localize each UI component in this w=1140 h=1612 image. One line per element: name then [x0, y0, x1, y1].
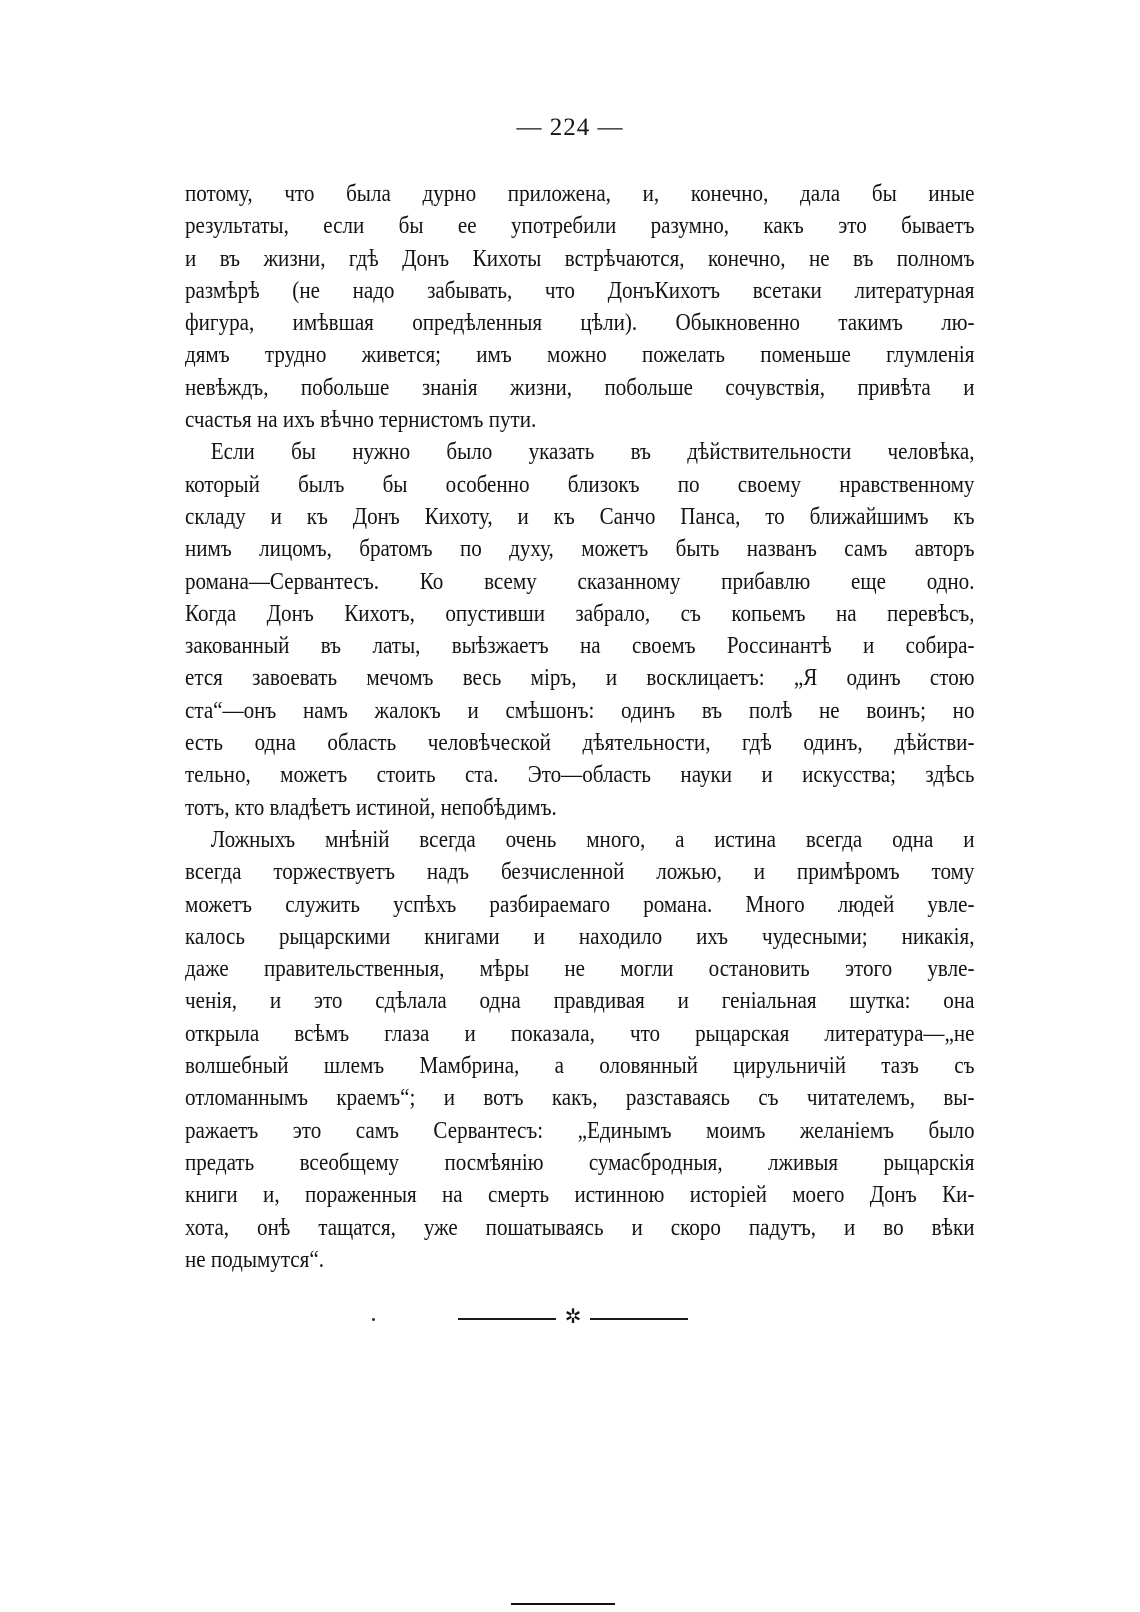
text-line: ста“—онъ намъ жалокъ и смѣшонъ: одинъ въ полѣ не воинъ; но	[185, 696, 975, 724]
text-line: всегда торжествуетъ надъ безчисленной ложью, и примѣромъ тому	[185, 858, 975, 886]
text-line: предать всеобщему посмѣянію сумасбродныя, лживыя рыцарскія	[185, 1148, 975, 1176]
text-line: книги и, пораженныя на смерть истинною исторіей моего Донъ Ки-	[185, 1181, 975, 1209]
text-line: невѣждъ, побольше знанія жизни, побольше сочувствія, привѣта и	[185, 373, 975, 401]
text-line: есть одна область человѣческой дѣятельности, гдѣ одинъ, дѣйстви-	[185, 729, 975, 757]
text-line: не подымутся“.	[185, 1245, 324, 1273]
page-number: — 224 —	[516, 114, 624, 141]
paragraph	[185, 178, 975, 436]
text-line: нимъ лицомъ, братомъ по духу, можетъ быть названъ самъ авторъ	[185, 535, 975, 563]
paragraph	[185, 824, 975, 1276]
text-line: размѣрѣ (не надо забывать, что ДонъКихотъ всетаки литературная	[185, 276, 975, 304]
section-end-ornament	[458, 1307, 688, 1327]
text-line: тельно, можетъ стоить ста. Это—область науки и искусства; здѣсь	[185, 761, 975, 789]
fleuron-ornament-icon: ✲	[564, 1306, 582, 1328]
paragraph	[185, 436, 975, 824]
text-line: волшебный шлемъ Мамбрина, а оловянный цирульничій тазъ съ	[185, 1052, 975, 1080]
print-speck	[372, 1318, 375, 1321]
text-line: складу и къ Донъ Кихоту, и къ Санчо Панса, то ближайшимъ къ	[185, 502, 975, 530]
text-line: тотъ, кто владѣетъ истиной, непобѣдимъ.	[185, 793, 557, 821]
text-line: Если бы нужно было указать въ дѣйствительности человѣка,	[210, 438, 975, 466]
text-line: который былъ бы особенно близокъ по своему нравственному	[185, 470, 975, 498]
ornament-rule-left	[458, 1318, 556, 1320]
text-line: хота, онѣ тащатся, уже пошатываясь и скоро падутъ, и во вѣки	[185, 1213, 975, 1241]
text-line: калось рыцарскими книгами и находило ихъ чудесными; никакія,	[185, 922, 975, 950]
text-line: дямъ трудно живется; имъ можно пожелать поменьше глумленія	[185, 341, 975, 369]
text-line: Когда Донъ Кихотъ, опустивши забрало, съ копьемъ на перевѣсъ,	[185, 599, 975, 627]
text-line: романа—Сервантесъ. Ко всему сказанному прибавлю еще одно.	[185, 567, 975, 595]
text-line: результаты, если бы ее употребили разумно, какъ это бываетъ	[185, 212, 975, 240]
text-line: ражаетъ это самъ Сервантесъ: „Единымъ моимъ желаніемъ было	[185, 1116, 975, 1144]
ornament-rule-right	[590, 1318, 688, 1320]
text-line: счастья на ихъ вѣчно тернистомъ пути.	[185, 406, 537, 434]
text-line: ченія, и это сдѣлала одна правдивая и геніальная шутка: она	[185, 987, 975, 1015]
text-line: ется завоевать мечомъ весь міръ, и восклицаетъ: „Я одинъ стою	[185, 664, 975, 692]
text-line: и въ жизни, гдѣ Донъ Кихоты встрѣчаются, конечно, не въ полномъ	[185, 244, 975, 272]
text-line: закованный въ латы, выѣзжаетъ на своемъ Россинантѣ и собира-	[185, 632, 975, 660]
text-line: фигура, имѣвшая опредѣленныя цѣли). Обыкновенно такимъ лю-	[185, 309, 975, 337]
text-line: открыла всѣмъ глаза и показала, что рыцарская литература—„не	[185, 1019, 975, 1047]
text-line: потому, что была дурно приложена, и, конечно, дала бы иные	[185, 180, 975, 207]
text-line: даже правительственныя, мѣры не могли остановить этого увле-	[185, 955, 975, 983]
text-line: отломаннымъ краемъ“; и вотъ какъ, разставаясь съ читателемъ, вы-	[185, 1084, 975, 1112]
text-line: можетъ служить успѣхъ разбираемаго романа. Много людей увле-	[185, 890, 975, 918]
text-line: Ложныхъ мнѣній всегда очень много, а истина всегда одна и	[210, 825, 975, 853]
bottom-rule	[511, 1603, 615, 1605]
body-text	[185, 178, 975, 1276]
